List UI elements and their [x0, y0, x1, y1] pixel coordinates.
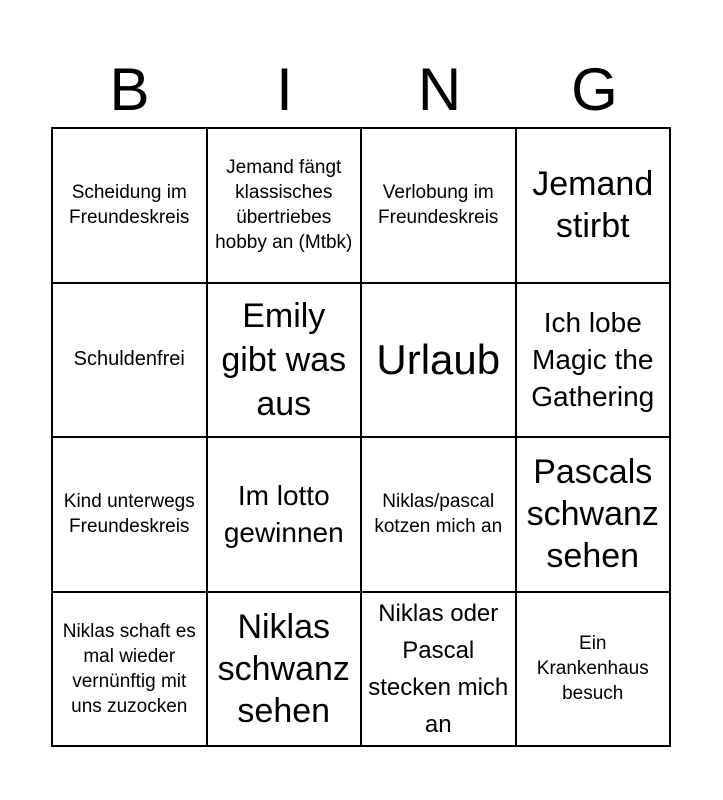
bingo-cell[interactable]: Scheidung im Freundeskreis	[53, 129, 208, 284]
bingo-cell[interactable]: Kind unterwegs Freundeskreis	[53, 438, 208, 593]
bingo-cell[interactable]: Niklas schaft es mal wieder vernünftig mit uns zuzocken	[53, 593, 208, 748]
header-letter-i: I	[276, 56, 293, 123]
bingo-cell[interactable]: Pascals schwanz sehen	[517, 438, 672, 593]
bingo-grid	[51, 127, 671, 747]
bingo-cell[interactable]: Ein Krankenhaus besuch	[517, 593, 672, 748]
bingo-cell[interactable]: Schuldenfrei	[53, 284, 208, 439]
bingo-cell[interactable]: Niklas oder Pascal stecken mich an	[362, 593, 517, 748]
header-letter-n: N	[417, 56, 462, 123]
header-letter-g: G	[571, 56, 618, 123]
bingo-cell[interactable]: Ich lobe Magic the Gathering	[517, 284, 672, 439]
bingo-header	[52, 52, 672, 128]
bingo-cell[interactable]: Urlaub	[362, 284, 517, 439]
bingo-cell[interactable]: Jemand stirbt	[517, 129, 672, 284]
bingo-cell[interactable]: Emily gibt was aus	[208, 284, 363, 439]
bingo-cell[interactable]: Im lotto gewinnen	[208, 438, 363, 593]
bingo-cell[interactable]: Niklas/pascal kotzen mich an	[362, 438, 517, 593]
bingo-cell[interactable]: Verlobung im Freundeskreis	[362, 129, 517, 284]
bingo-cell[interactable]: Niklas schwanz sehen	[208, 593, 363, 748]
header-letter-b: B	[109, 56, 150, 123]
bingo-cell[interactable]: Jemand fängt klassisches übertriebes hobby an (Mtbk)	[208, 129, 363, 284]
